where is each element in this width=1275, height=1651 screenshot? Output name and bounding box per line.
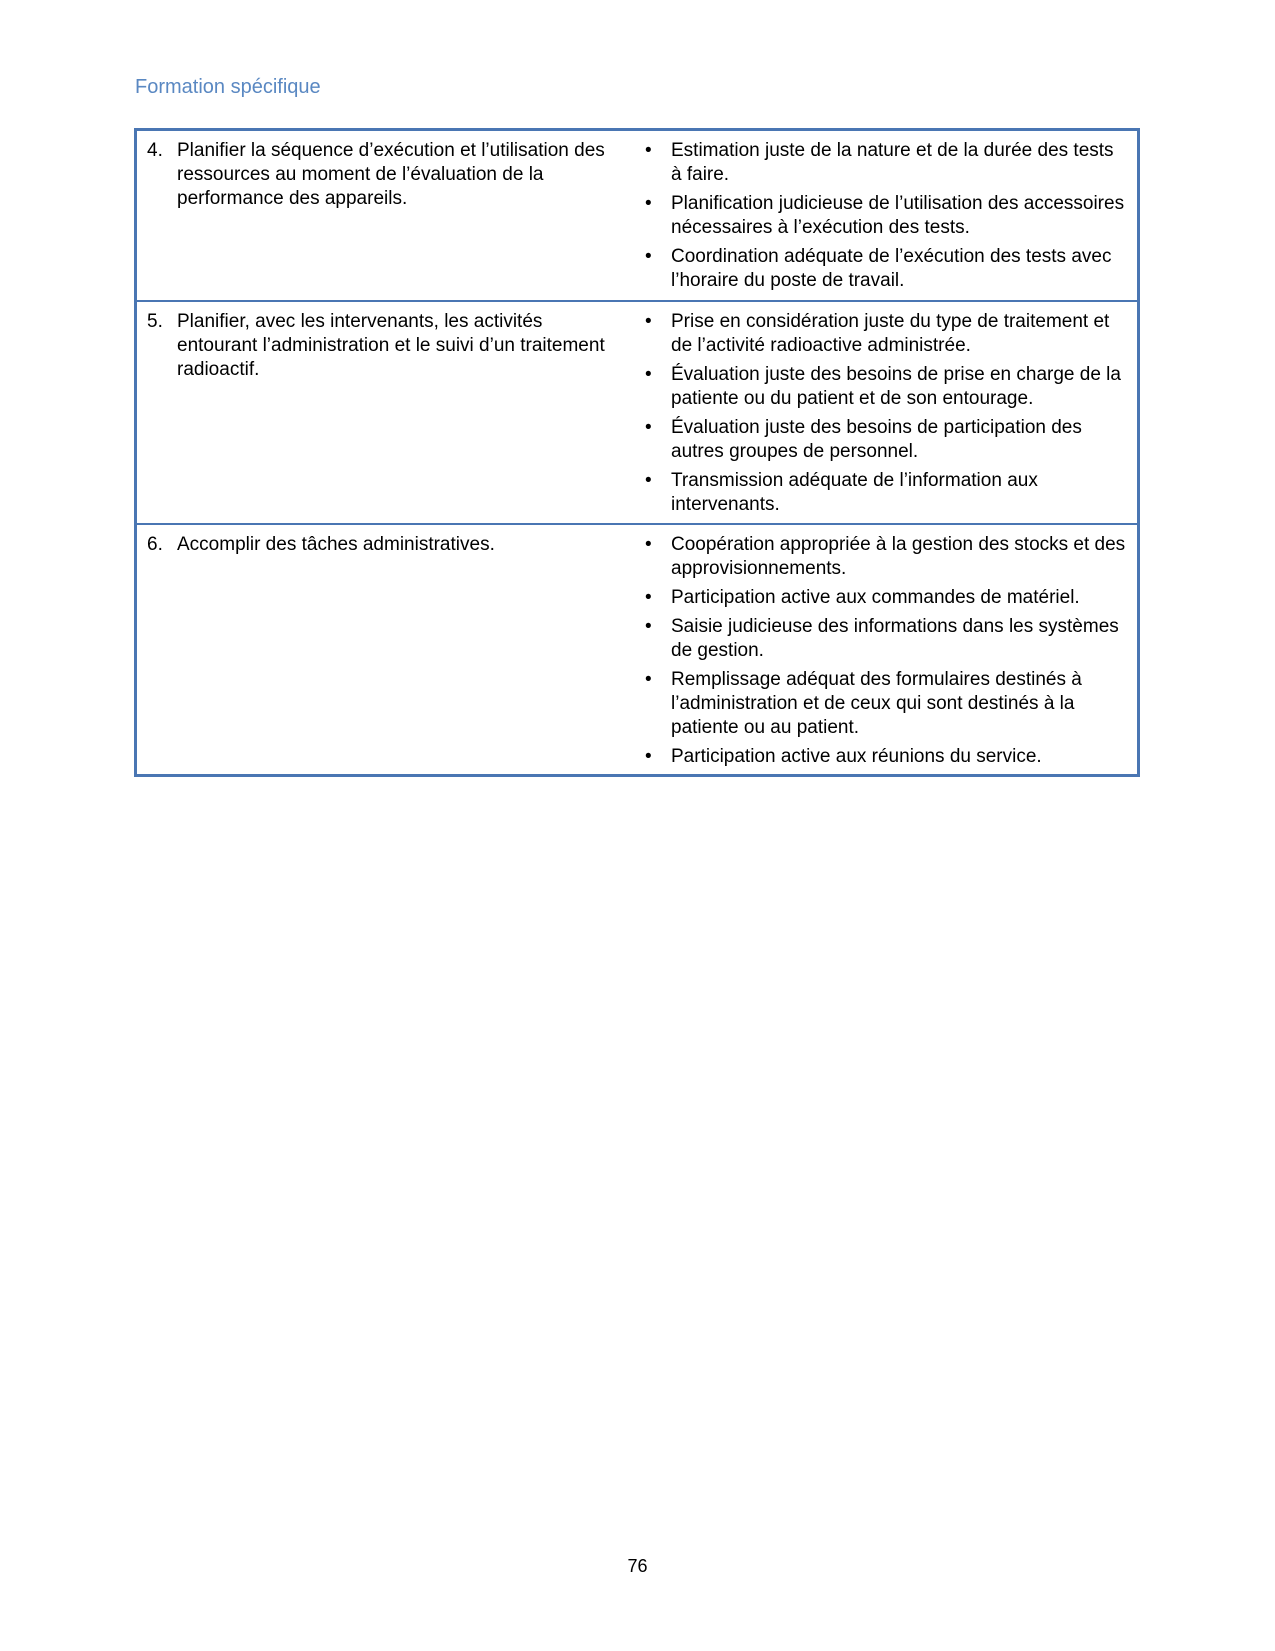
criteria-cell <box>641 302 1137 523</box>
criterion-text: Estimation juste de la nature et de la durée des tests à faire. <box>671 140 1114 185</box>
criterion-text: Saisie judicieuse des informations dans les systèmes de gestion. <box>671 616 1119 661</box>
list-item <box>641 310 1127 358</box>
criterion-text: Évaluation juste des besoins de participation des autres groupes de personnel. <box>671 417 1082 462</box>
task-number: 4. <box>147 140 163 161</box>
list-item <box>641 533 1127 581</box>
criterion-text: Remplissage adéquat des formulaires destinés à l’administration et de ceux qui sont destinés à la patiente ou au patient. <box>671 669 1082 738</box>
criterion-text: Coordination adéquate de l’exécution des tests avec l’horaire du poste de travail. <box>671 246 1112 291</box>
bullet-icon: • <box>645 193 652 214</box>
bullet-icon: • <box>645 534 652 555</box>
criteria-list <box>641 139 1127 293</box>
task-cell <box>137 302 641 523</box>
table-row <box>137 523 1137 774</box>
list-item <box>641 192 1127 240</box>
list-item <box>641 668 1127 740</box>
table-row <box>137 300 1137 523</box>
bullet-icon: • <box>645 140 652 161</box>
criterion-text: Participation active aux réunions du service. <box>671 746 1042 767</box>
task-text: Planifier, avec les intervenants, les activités entourant l’administration et le suivi d’un traitement radioactif. <box>177 311 605 380</box>
criteria-cell <box>641 525 1137 774</box>
page-number: 76 <box>627 1556 648 1576</box>
list-item <box>641 469 1127 517</box>
criteria-cell <box>641 131 1137 300</box>
criterion-text: Planification judicieuse de l’utilisation des accessoires nécessaires à l’exécution des tests. <box>671 193 1125 238</box>
list-item <box>641 416 1127 464</box>
bullet-icon: • <box>645 364 652 385</box>
bullet-icon: • <box>645 470 652 491</box>
bullet-icon: • <box>645 616 652 637</box>
bullet-icon: • <box>645 669 652 690</box>
bullet-icon: • <box>645 587 652 608</box>
list-item <box>641 745 1127 769</box>
bullet-icon: • <box>645 246 652 267</box>
bullet-icon: • <box>645 746 652 767</box>
task-number: 6. <box>147 534 163 555</box>
bullet-icon: • <box>645 311 652 332</box>
criteria-list <box>641 310 1127 517</box>
competency-table <box>134 128 1140 777</box>
list-item <box>641 363 1127 411</box>
task-cell <box>137 131 641 300</box>
section-title: Formation spécifique <box>135 76 321 98</box>
task-cell <box>137 525 641 774</box>
task-text: Planifier la séquence d’exécution et l’utilisation des ressources au moment de l’évaluation de la performance des appareils. <box>177 140 605 209</box>
list-item <box>641 139 1127 187</box>
list-item <box>641 245 1127 293</box>
criterion-text: Participation active aux commandes de matériel. <box>671 587 1080 608</box>
criteria-list <box>641 533 1127 769</box>
criterion-text: Coopération appropriée à la gestion des stocks et des approvisionnements. <box>671 534 1126 579</box>
list-item <box>641 615 1127 663</box>
criterion-text: Transmission adéquate de l’information aux intervenants. <box>671 470 1038 515</box>
task-text: Accomplir des tâches administratives. <box>177 534 495 555</box>
criterion-text: Évaluation juste des besoins de prise en charge de la patiente ou du patient et de son entourage. <box>671 364 1121 409</box>
bullet-icon: • <box>645 417 652 438</box>
task-number: 5. <box>147 311 163 332</box>
criterion-text: Prise en considération juste du type de traitement et de l’activité radioactive administrée. <box>671 311 1110 356</box>
table-row <box>137 131 1137 300</box>
list-item <box>641 586 1127 610</box>
